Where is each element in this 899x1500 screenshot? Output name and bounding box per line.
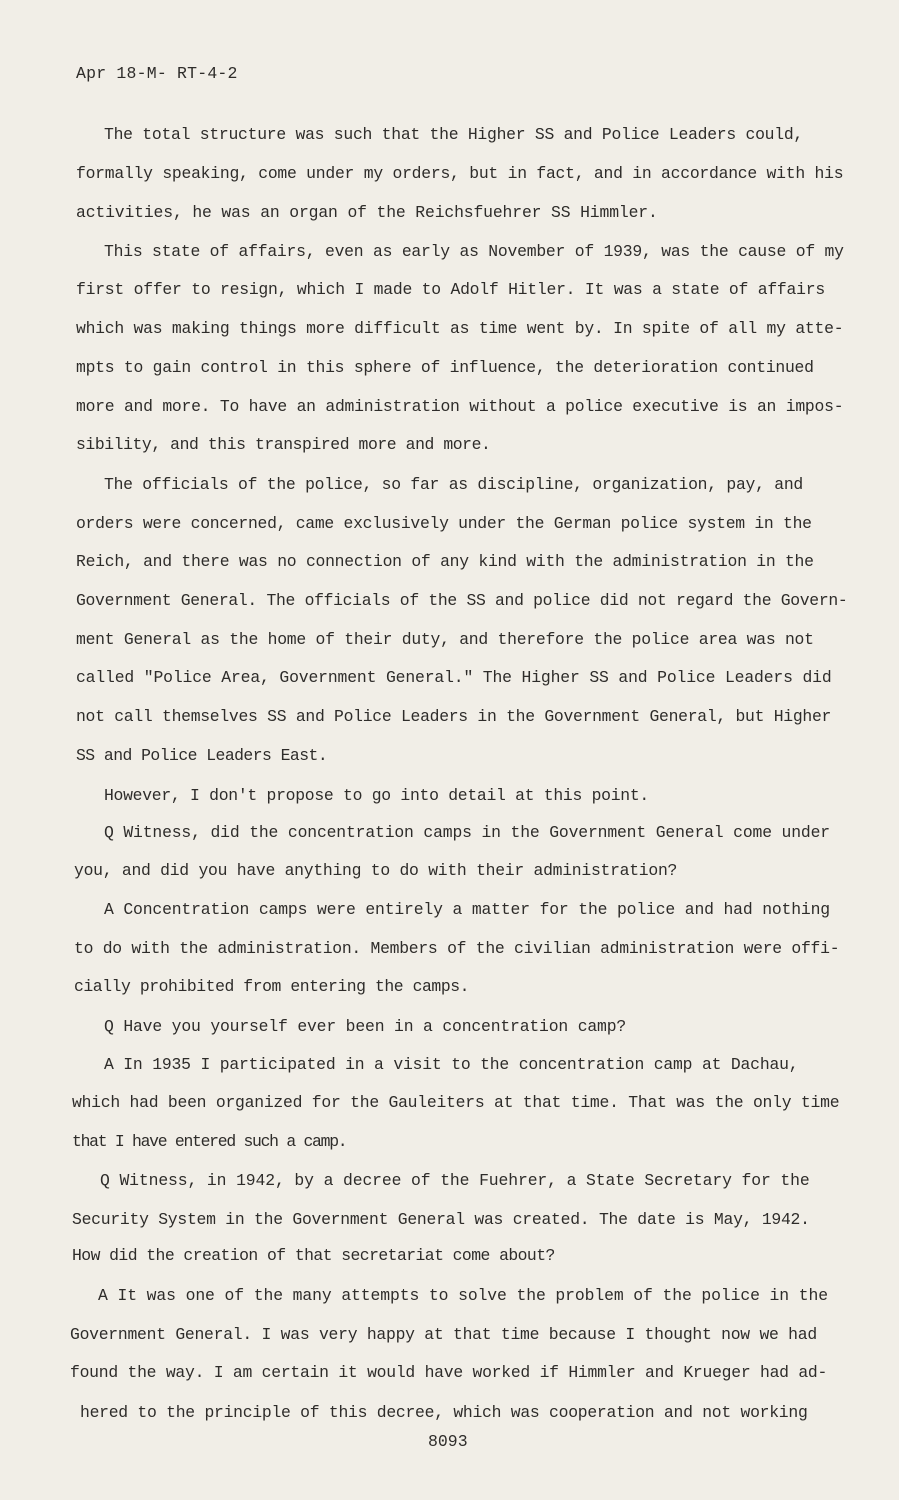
text-line: hered to the principle of this decree, which was cooperation and not working — [80, 1403, 808, 1422]
text-line: A Concentration camps were entirely a matter for the police and had nothing — [104, 900, 830, 919]
text-line: This state of affairs, even as early as November of 1939, was the cause of my — [104, 242, 844, 261]
text-line: which had been organized for the Gauleiters at that time. That was the only time — [72, 1093, 840, 1112]
text-line: more and more. To have an administration without a police executive is an impos- — [76, 397, 844, 416]
text-line: first offer to resign, which I made to Adolf Hitler. It was a state of affairs — [76, 280, 825, 299]
text-line: that I have entered such a camp. — [72, 1132, 347, 1151]
text-line: A In 1935 I participated in a visit to the concentration camp at Dachau, — [104, 1055, 799, 1074]
text-line: ment General as the home of their duty, and therefore the police area was not — [76, 630, 814, 649]
text-line: The officials of the police, so far as discipline, organization, pay, and — [104, 475, 803, 494]
text-line: mpts to gain control in this sphere of influence, the deterioration continued — [76, 358, 814, 377]
text-line: Security System in the Government General was created. The date is May, 1942. — [72, 1210, 810, 1229]
text-line: Government General. The officials of the SS and police did not regard the Govern- — [76, 591, 848, 610]
text-line: Q Witness, in 1942, by a decree of the Fuehrer, a State Secretary for the — [100, 1171, 810, 1190]
text-line: which was making things more difficult as time went by. In spite of all my atte- — [76, 319, 844, 338]
text-line: A It was one of the many attempts to solve the problem of the police in the — [98, 1286, 828, 1305]
text-line: called "Police Area, Government General." The Higher SS and Police Leaders did — [76, 668, 832, 687]
text-line: However, I don't propose to go into detail at this point. — [104, 786, 649, 805]
text-line: activities, he was an organ of the Reichsfuehrer SS Himmler. — [76, 203, 658, 222]
text-line: The total structure was such that the Higher SS and Police Leaders could, — [104, 125, 803, 144]
text-line: not call themselves SS and Police Leaders in the Government General, but Higher — [76, 707, 832, 726]
text-line: cially prohibited from entering the camps. — [74, 977, 470, 996]
text-line: you, and did you have anything to do with their administration? — [74, 861, 678, 880]
text-line: formally speaking, come under my orders, but in fact, and in accordance with his — [76, 164, 844, 183]
page-number: 8093 — [428, 1432, 468, 1451]
text-line: Q Witness, did the concentration camps in the Government General come under — [104, 823, 830, 842]
text-line: found the way. I am certain it would have worked if Himmler and Krueger had ad- — [70, 1363, 828, 1382]
text-line: sibility, and this transpired more and more. — [76, 435, 491, 454]
text-line: How did the creation of that secretariat come about? — [72, 1246, 555, 1265]
text-line: to do with the administration. Members of the civilian administration were offi- — [74, 939, 840, 958]
text-line: orders were concerned, came exclusively under the German police system in the — [76, 514, 812, 533]
document-header: Apr 18-M- RT-4-2 — [76, 64, 238, 83]
text-line: Q Have you yourself ever been in a concentration camp? — [104, 1017, 627, 1036]
text-line: SS and Police Leaders East. — [76, 746, 328, 765]
text-line: Government General. I was very happy at that time because I thought now we had — [70, 1325, 817, 1344]
text-line: Reich, and there was no connection of any kind with the administration in the — [76, 552, 814, 571]
